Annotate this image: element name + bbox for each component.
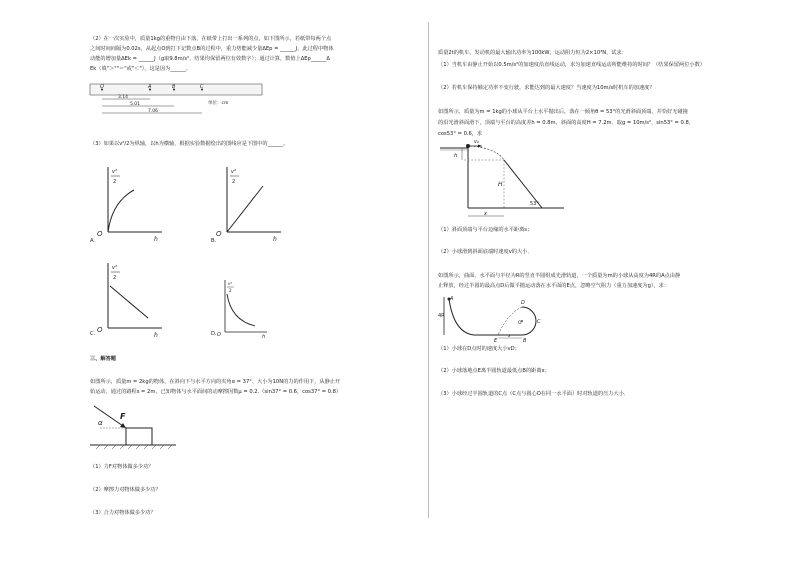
column-divider — [428, 22, 429, 518]
x-label: x — [484, 211, 487, 217]
force-block-figure — [90, 402, 180, 452]
force-label: F — [120, 412, 126, 421]
paper-tape-figure — [90, 80, 265, 120]
tape-unit: 单位：cm — [208, 101, 229, 106]
incline-question2: （2）小球滑到斜面底端时速度v的大小． — [438, 249, 533, 255]
point-a-label: A — [450, 296, 454, 302]
H-label: H — [498, 181, 503, 188]
problem1-question2: （2）摩擦力对物体做多少功？ — [90, 487, 161, 493]
incline-problem-line3: cos53° = 0.6，求 — [438, 131, 483, 137]
tape-label-a: A — [148, 84, 152, 90]
loop-track-figure — [438, 293, 568, 343]
y-axis-label-num: v² — [112, 265, 117, 271]
block — [126, 428, 152, 445]
y-axis-label-num: v² — [231, 169, 236, 175]
origin-label: O — [97, 326, 103, 334]
problem1-line1: 如图所示，质量m = 2kg的物体，在斜向下与水平方向的夹角α = 37°、大小为10N的力的作用下，从静止开 — [90, 379, 341, 385]
problem1-question3: （3）合力对物体做多少功？ — [90, 510, 156, 516]
x-label: x — [508, 334, 511, 339]
tape-label-c: C — [200, 84, 204, 90]
car-problem-line1: 质量2t的机车，发动机的最大输出功率为100kW，运动阻力恒为2×10³N，试求： — [438, 50, 627, 56]
y-axis-label-den: 2 — [232, 179, 236, 185]
option-c: C. — [90, 331, 96, 337]
section-heading: 三、解答题 — [90, 356, 116, 362]
graph-d — [215, 276, 273, 338]
incline-problem-line1: 如图所示，质量为m = 1kg的小球从平台上水平抛出后，落在一倾角θ = 53°的光滑斜面顶端，并恰好无碰撞 — [438, 109, 688, 115]
y-axis-label-den: 2 — [113, 275, 117, 281]
force-arrowhead — [120, 423, 126, 428]
x-axis-label: h — [262, 334, 266, 340]
graph-b — [215, 162, 285, 243]
question-3: （3）如果以v²/2为纵轴，以h为横轴，根据实验数据绘出的图线应是下图中的______。 — [90, 141, 289, 147]
curved-track — [449, 299, 522, 335]
v0-label: v₀ — [474, 139, 479, 145]
problem1-line2: 始运动，通过的路程s = 2m，已知物体与水平面间的动摩擦因数μ = 0.2.（sin37° = 0.6，cos37° = 0.8） — [90, 389, 342, 395]
option-d: D. — [211, 331, 217, 337]
descending-line — [110, 286, 148, 318]
question-intro-line1: （2）在一次实验中，质量1kg的重物自由下落，在纸带上打出一系列的点，如下图所示，若纸带每两个点 — [90, 36, 332, 42]
graph-c — [96, 258, 166, 339]
loop-question3: （3）小球经过半圆轨道的C点（C点与圆心O在同一水平面）时对轨道的压力大小． — [438, 391, 630, 397]
paper-tape — [90, 84, 262, 95]
center-label: O — [518, 321, 522, 326]
origin-label: O — [217, 332, 221, 338]
tape-label-b: B — [172, 84, 176, 90]
angle-label: α — [98, 419, 103, 427]
loop-problem-line1: 如图所示，曲面、水平面与半径为R的竖直半圆组成光滑轨道，一个质量为m的小球从高度为4R的A点由静 — [438, 273, 681, 279]
point-d-label: D — [521, 300, 525, 306]
graph-a — [96, 162, 166, 243]
loop-question1: （1）小球在D点时的速度大小vD； — [438, 346, 520, 352]
y-axis-label-num: v² — [228, 281, 232, 286]
tape-label-o: O — [100, 84, 104, 90]
x-axis-label: h — [154, 236, 158, 243]
projectile-incline-figure — [438, 138, 568, 222]
option-a: A. — [90, 238, 96, 244]
question-intro-line2: 之间时间间隔为0.02s，从起点O到打下记数点B的过程中，重力势能减少量ΔEp = ______J，此过程中物体 — [90, 46, 334, 52]
incline-problem-line2: 的沿光滑斜面滑下，顶端与平台的高度差h = 0.8m，斜面的高度H = 7.2m．取g = 10m/s²，sin53° = 0.8， — [438, 120, 694, 126]
hyperbola-curve — [227, 294, 255, 326]
x-axis-label: h — [154, 332, 158, 339]
y-axis-label-den: 2 — [113, 179, 117, 185]
loop-problem-line2: 止释放，经过半圆的最高点D后做平抛运动落在水平面的E点，忽略空气阻力（重力加速度为g），求： — [438, 283, 670, 289]
point-c-label: C — [537, 319, 541, 325]
x-axis-label: h — [273, 236, 277, 243]
angle-label: 53° — [530, 201, 539, 207]
option-b: B. — [211, 238, 217, 244]
dimension-ob: 5.01 — [130, 102, 141, 107]
dimension-oc: 7.06 — [148, 109, 159, 114]
question-intro-line4: Ek（填"＞""＝"或"＜"），这是因为______。 — [90, 66, 191, 72]
height-label: 4R — [438, 313, 445, 319]
ball — [466, 144, 470, 148]
incline-question1: （1）斜面顶端与平台边缘的水平距离s； — [438, 227, 533, 233]
straight-line-through-origin — [227, 186, 263, 232]
car-question1: （1）当机车由静止开始以0.5m/s²的加速度沿直线运动，求匀加速直线运动所能维持的时间？（结果保留两位小数） — [438, 62, 705, 68]
point-e-label: E — [494, 338, 498, 344]
dimension-oa: 3.14 — [118, 95, 129, 100]
problem1-question1: （1）力F对物体做多少功？ — [90, 464, 154, 470]
origin-label: O — [97, 230, 103, 238]
semicircle-track — [522, 307, 536, 335]
trajectory — [470, 146, 504, 160]
y-axis-label-num: v² — [112, 169, 117, 175]
origin-label: O — [216, 230, 222, 238]
car-question2: （2）若机车保持额定功率不变行驶，求能达到的最大速度？当速度为10m/s时机车的加速度？ — [438, 85, 655, 91]
loop-question2: （2）小球落地点E离半圆轨道最低点B的距离x； — [438, 368, 550, 374]
curve-concave — [108, 190, 134, 232]
y-axis-label-den: 2 — [229, 288, 232, 293]
point-b-label: B — [523, 338, 527, 344]
h-label: h — [454, 153, 458, 159]
ground-hatch — [96, 445, 172, 449]
question-intro-line3: 动能的增加量ΔEk = ______J（g取9.8m/s²，结果均保留两位有效数字）；通过计算，数值上ΔEp______Δ — [90, 56, 330, 62]
